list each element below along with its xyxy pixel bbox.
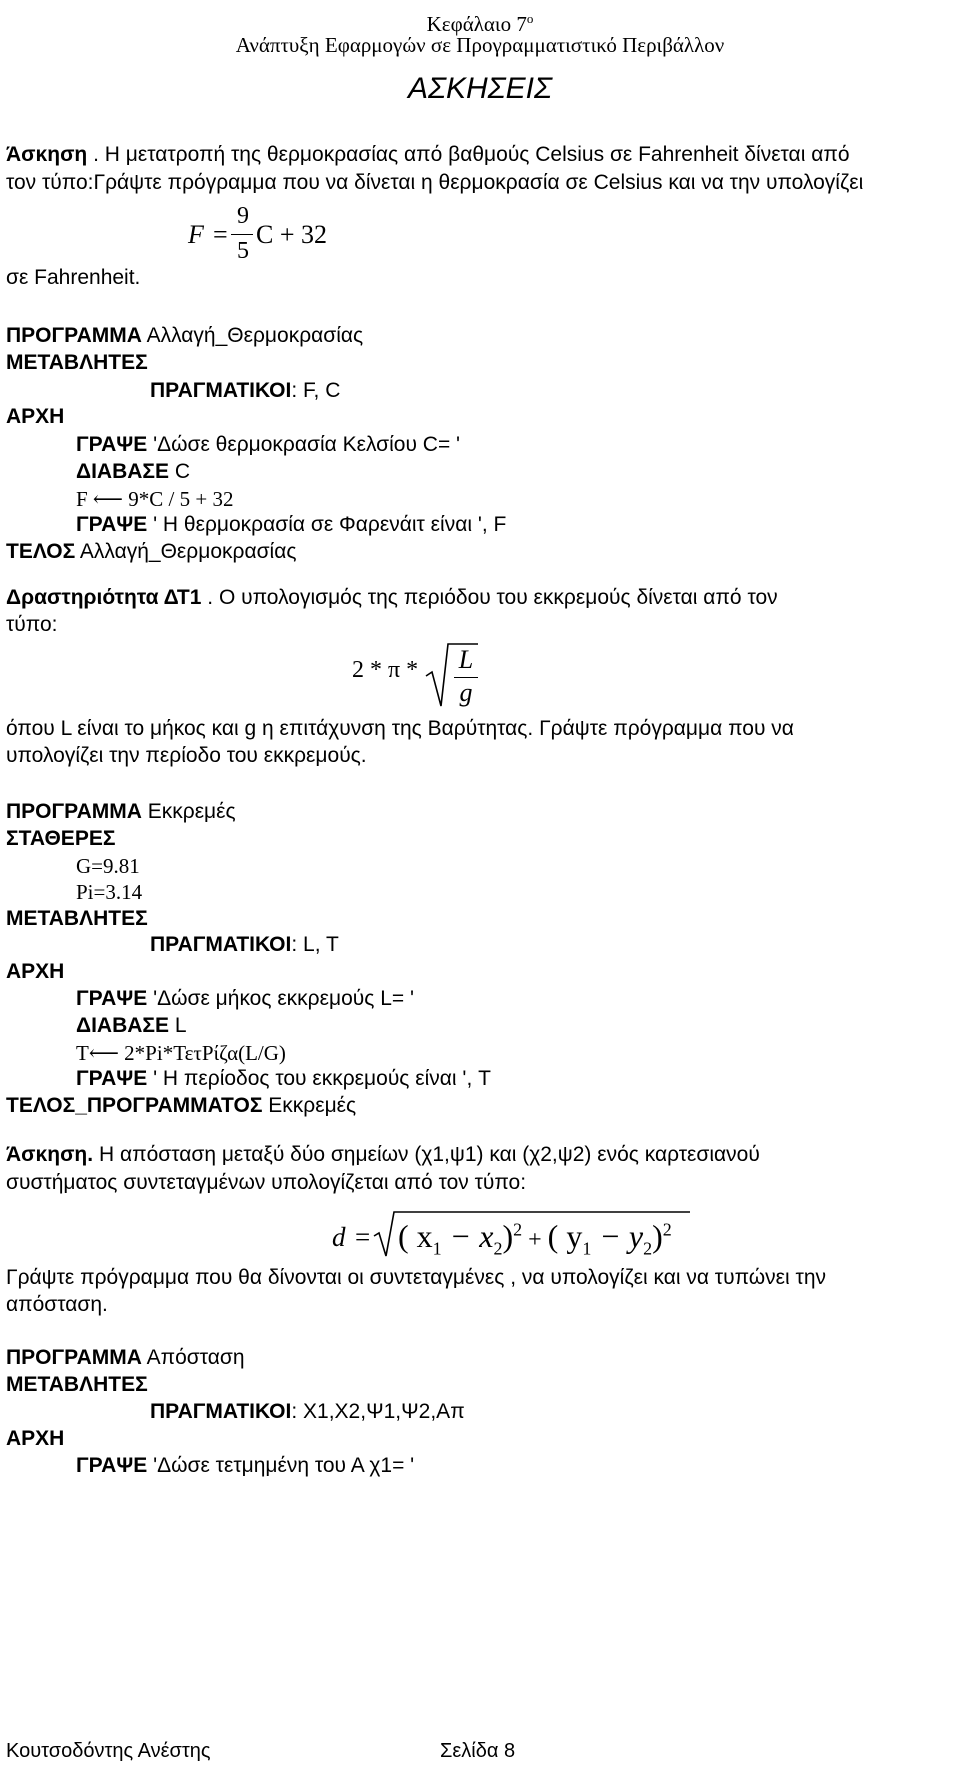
code1-line4: ΑΡΧΗ — [6, 405, 65, 428]
code-text: : Χ1,Χ2,Ψ1,Ψ2,Απ — [291, 1400, 465, 1423]
activity-line3: όπου L είναι το μήκος και g η επιτάχυνση της Βαρύτητας. Γράψτε πρόγραμμα που να — [6, 717, 794, 740]
term: ( y — [547, 1218, 583, 1254]
term: ) — [652, 1218, 663, 1254]
exercise1-line1 — [6, 142, 850, 168]
exercise1-label: Άσκηση — [6, 143, 88, 166]
code2-line8 — [76, 986, 414, 1012]
code2-line10: T⟵ 2*Pi*ΤετΡίζα(L/G) — [76, 1041, 286, 1065]
code1-line3 — [150, 378, 340, 404]
code-text: L — [169, 1014, 187, 1037]
subscript: 2 — [643, 1238, 653, 1259]
code-text: ' Η θερμοκρασία σε Φαρενάιτ είναι ', F — [147, 513, 507, 536]
keyword: ΓΡΑΨΕ — [76, 1454, 148, 1477]
formula-numerator: 9 — [237, 203, 249, 229]
code2-line9 — [76, 1013, 187, 1039]
formula-eq: = — [355, 1222, 371, 1252]
exercise3-line3: Γράψτε πρόγραμμα που θα δίνονται οι συντεταγμένες , να υπολογίζει και να τυπώνει την — [6, 1266, 827, 1289]
code-text: 'Δώσε τετμημένη του Α χ1= ' — [147, 1454, 415, 1477]
chapter-subtitle: Ανάπτυξη Εφαρμογών σε Προγραμματιστικό Περιβάλλον — [235, 33, 725, 57]
chapter-superscript: ο — [526, 11, 534, 26]
code2-line5: ΜΕΤΑΒΛΗΤΕΣ — [6, 907, 148, 930]
formula-rest: C + 32 — [256, 220, 328, 249]
footer-author: Κουτσοδόντης Ανέστης — [6, 1740, 211, 1762]
exercise1-text1: . Η μετατροπή της θερμοκρασίας από βαθμούς Celsius σε Fahrenheit δίνεται από — [87, 143, 850, 166]
code-text: : F, C — [291, 379, 341, 402]
exercise3-label: Άσκηση. — [6, 1143, 94, 1166]
exercise3-line2: συστήματος συντεταγμένων υπολογίζεται από τον τύπο: — [6, 1171, 527, 1194]
keyword: ΠΡΟΓΡΑΜΜΑ — [6, 800, 142, 823]
code1-line1 — [6, 323, 363, 349]
formula-lhs: F — [188, 220, 204, 249]
distance-expression — [398, 1218, 672, 1259]
formula-eq: = — [213, 220, 228, 249]
keyword: ΓΡΑΨΕ — [76, 1067, 148, 1090]
keyword: ΓΡΑΨΕ — [76, 987, 148, 1010]
keyword: ΤΕΛΟΣ_ΠΡΟΓΡΑΜΜΑΤΟΣ — [6, 1094, 263, 1117]
subscript: 2 — [493, 1238, 503, 1259]
code1-line8 — [76, 512, 506, 538]
code-text: Αλλαγή_Θερμοκρασίας — [141, 324, 364, 347]
term: − x — [441, 1218, 494, 1254]
code-text: Απόσταση — [141, 1346, 245, 1369]
activity-text1: . Ο υπολογισμός της περιόδου του εκκρεμούς δίνεται από τον — [201, 586, 778, 609]
keyword: ΤΕΛΟΣ — [6, 540, 76, 563]
code3-line4: ΑΡΧΗ — [6, 1427, 65, 1450]
subscript: 1 — [432, 1238, 442, 1259]
fraction-bar — [231, 234, 253, 235]
exponent: 2 — [662, 1219, 672, 1240]
exercise1-line2: τον τύπο:Γράψτε πρόγραμμα που να δίνεται η θερμοκρασία σε Celsius και να την υπολογίζει — [6, 171, 864, 194]
formula-lhs: d — [332, 1222, 346, 1252]
exercise3-line4: απόσταση. — [6, 1293, 108, 1316]
plus: + — [522, 1227, 548, 1253]
keyword: ΔΙΑΒΑΣΕ — [76, 1014, 170, 1037]
code2-line11 — [76, 1066, 491, 1092]
keyword: ΠΡΟΓΡΑΜΜΑ — [6, 1346, 142, 1369]
formula-denominator: 5 — [237, 238, 249, 264]
code2-line3: G=9.81 — [76, 854, 140, 878]
exercise3-line1 — [6, 1142, 760, 1168]
code1-line2: ΜΕΤΑΒΛΗΤΕΣ — [6, 351, 148, 374]
activity-line4: υπολογίζει την περίοδο του εκκρεμούς. — [6, 744, 367, 767]
chapter-label: Κεφάλαιο 7 — [426, 12, 527, 36]
page-title: ΑΣΚΗΣΕΙΣ — [408, 72, 552, 105]
keyword: ΓΡΑΨΕ — [76, 513, 148, 536]
code-text: Εκκρεμές — [141, 800, 236, 823]
code-text: Εκκρεμές — [262, 1094, 357, 1117]
code3-line1 — [6, 1345, 245, 1371]
formula-denominator: g — [459, 678, 473, 707]
term: ( x — [398, 1218, 433, 1254]
code-text: : L, T — [291, 933, 339, 956]
code1-line9 — [6, 539, 296, 565]
code3-line5 — [76, 1453, 414, 1479]
code-text: ' Η περίοδος του εκκρεμούς είναι ', T — [147, 1067, 491, 1090]
code-text: 'Δώσε μήκος εκκρεμούς L= ' — [147, 987, 414, 1010]
code1-line7: F ⟵ 9*C / 5 + 32 — [76, 487, 234, 511]
term: ) — [502, 1218, 514, 1254]
code2-line12 — [6, 1093, 356, 1119]
exponent: 2 — [513, 1219, 523, 1240]
code2-line7: ΑΡΧΗ — [6, 960, 65, 983]
activity-line1 — [6, 585, 778, 611]
code-text: Αλλαγή_Θερμοκρασίας — [75, 540, 297, 563]
code3-line2: ΜΕΤΑΒΛΗΤΕΣ — [6, 1373, 148, 1396]
term: − y — [591, 1218, 644, 1254]
formula-prefix: 2 * π * — [352, 657, 419, 683]
activity-line2: τύπο: — [6, 613, 58, 636]
formula-numerator: L — [458, 645, 474, 674]
keyword: ΠΡΑΓΜΑΤΙΚΟΙ — [150, 933, 292, 956]
code-text: 'Δώσε θερμοκρασία Κελσίου C= ' — [147, 433, 461, 456]
keyword: ΠΡΑΓΜΑΤΙΚΟΙ — [150, 1400, 292, 1423]
keyword: ΠΡΑΓΜΑΤΙΚΟΙ — [150, 379, 292, 402]
keyword: ΔΙΑΒΑΣΕ — [76, 460, 170, 483]
code2-line2: ΣΤΑΘΕΡΕΣ — [6, 827, 116, 850]
footer-page-number: Σελίδα 8 — [440, 1740, 516, 1762]
subscript: 1 — [582, 1238, 592, 1259]
keyword: ΠΡΟΓΡΑΜΜΑ — [6, 324, 142, 347]
code1-line6 — [76, 459, 190, 485]
keyword: ΓΡΑΨΕ — [76, 433, 148, 456]
code1-line5 — [76, 432, 460, 458]
code2-line6 — [150, 932, 339, 958]
code-text: C — [169, 460, 191, 483]
code2-line1 — [6, 799, 236, 825]
code3-line3 — [150, 1399, 465, 1425]
activity-label: Δραστηριότητα ΔΤ1 — [6, 586, 202, 609]
exercise3-text1: Η απόσταση μεταξύ δύο σημείων (χ1,ψ1) και (χ2,ψ2) ενός καρτεσιανού — [93, 1143, 760, 1166]
exercise1-line3: σε Fahrenheit. — [6, 266, 141, 289]
code2-line4: Pi=3.14 — [76, 880, 143, 904]
